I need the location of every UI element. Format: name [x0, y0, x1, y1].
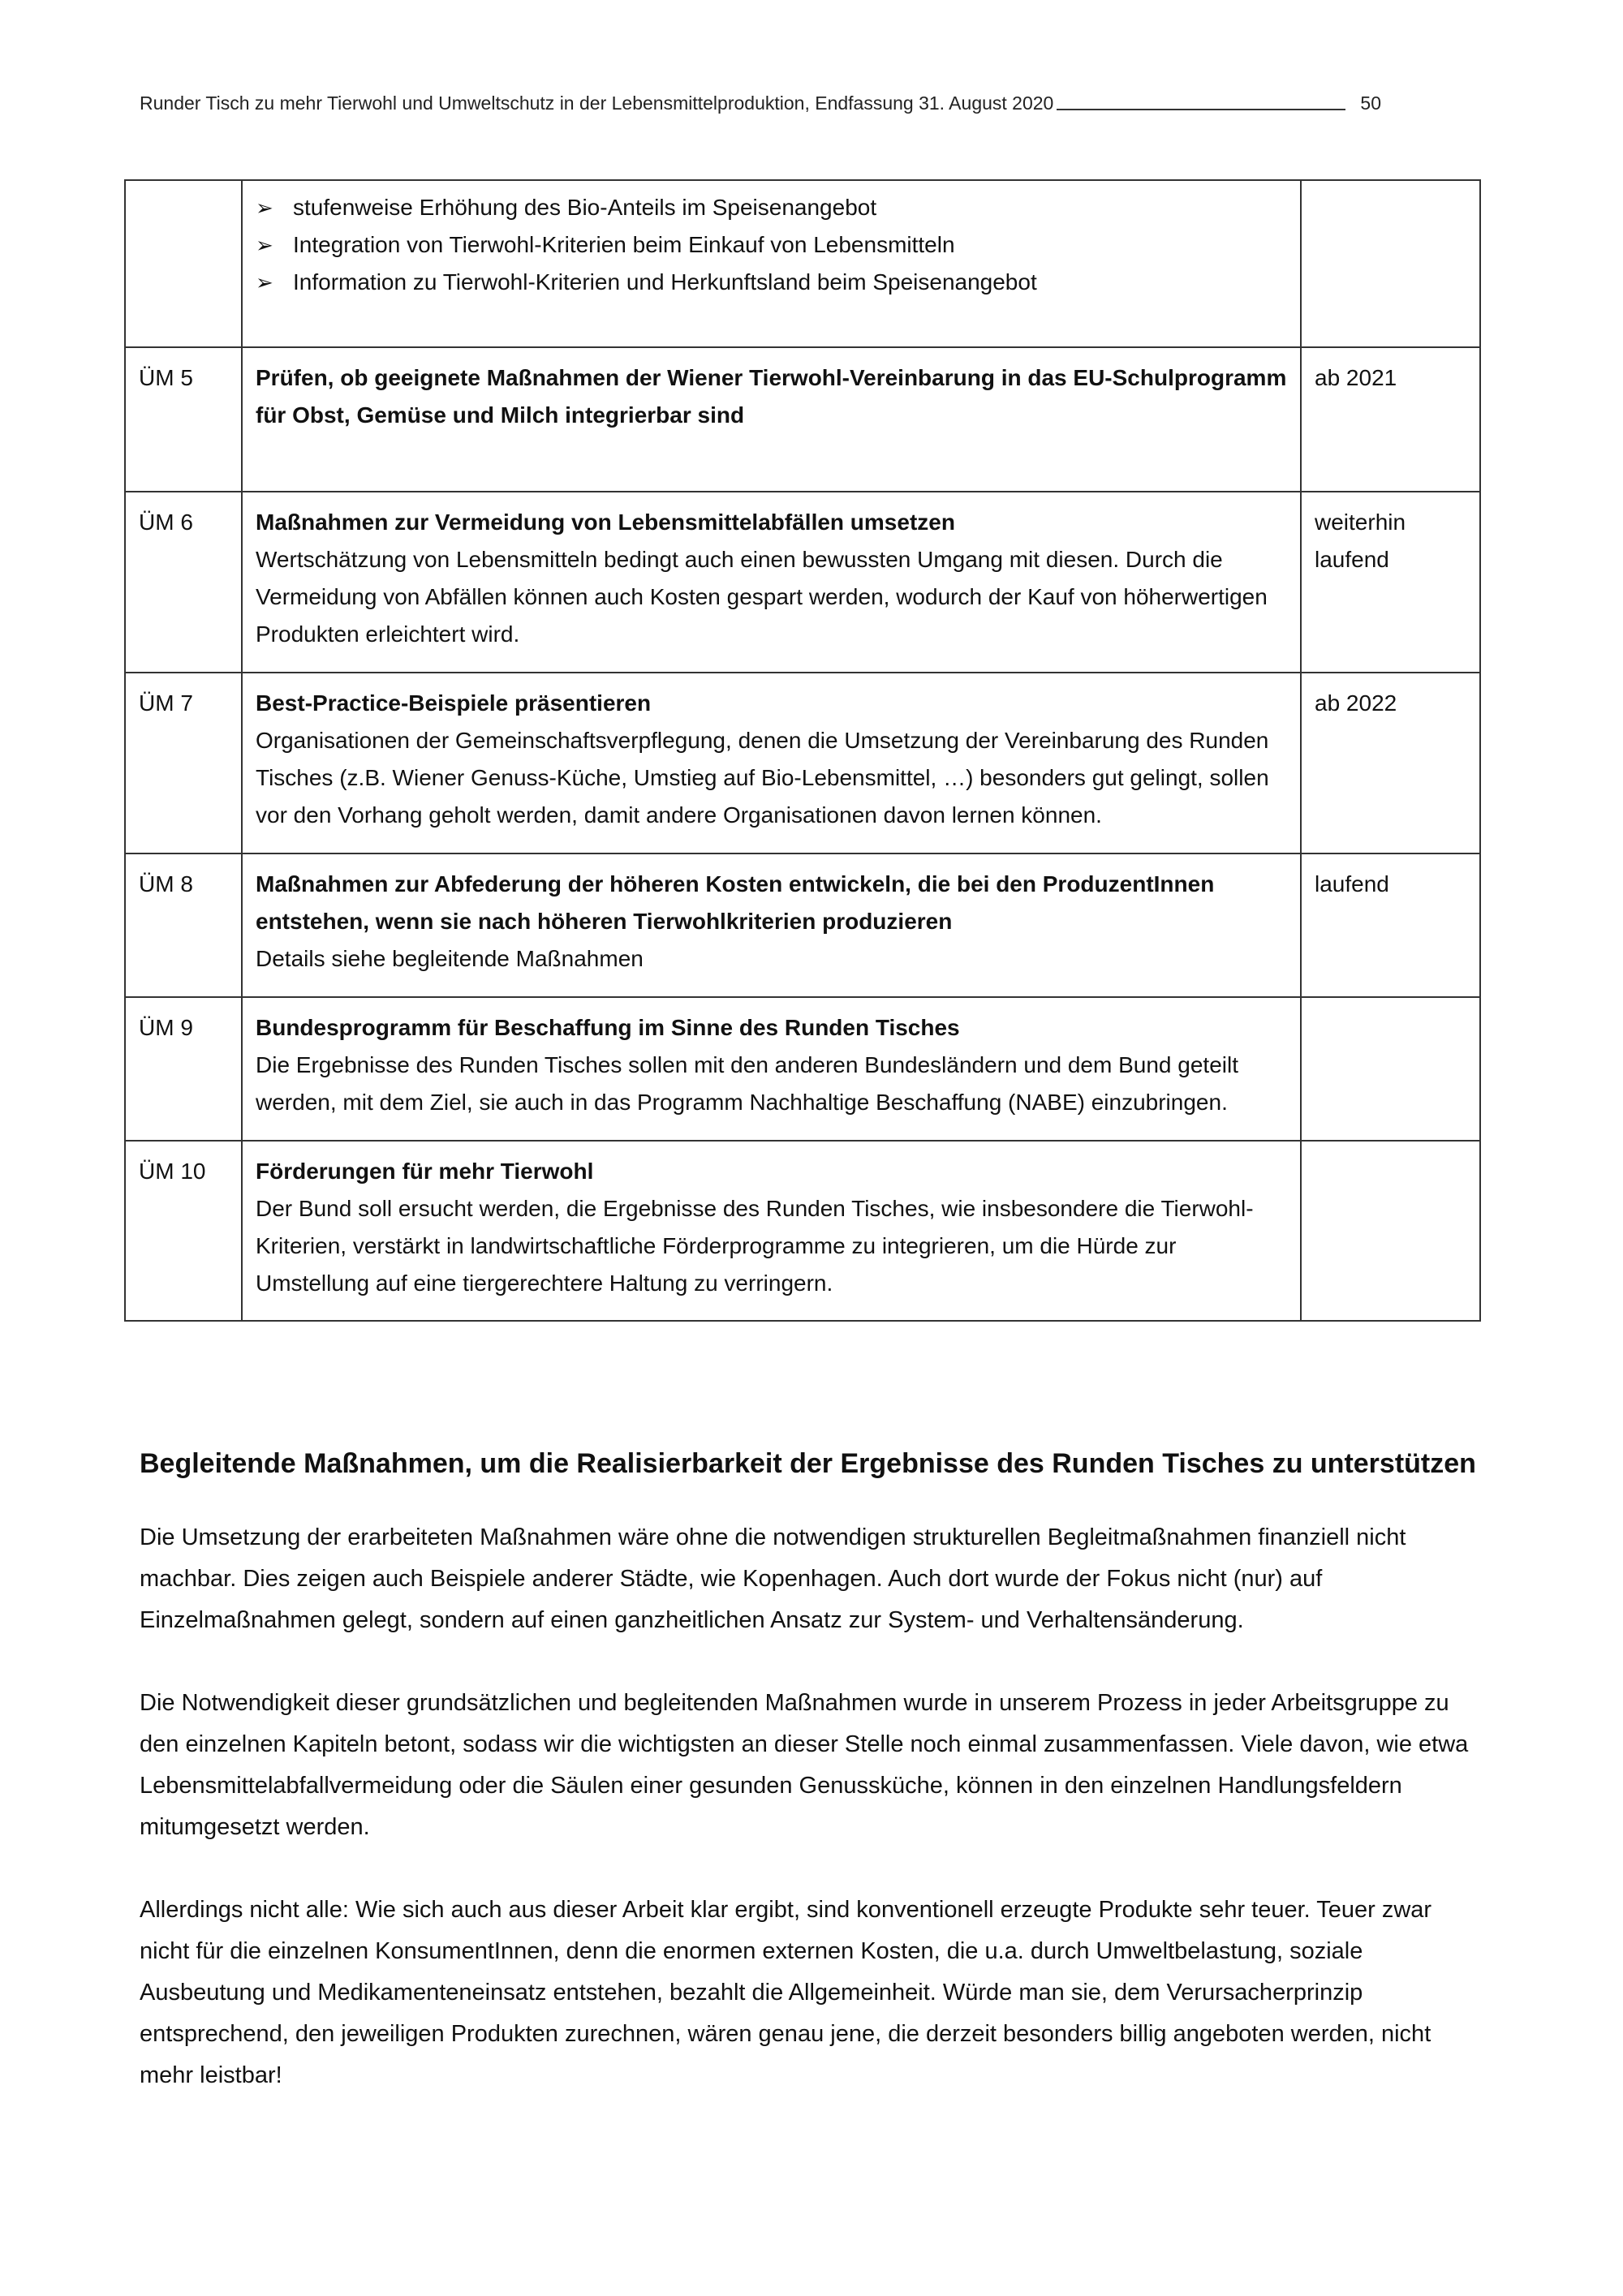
header-rule	[1057, 109, 1345, 110]
table-row	[125, 180, 1480, 347]
paragraph: Die Notwendigkeit dieser grundsätzlichen und begleitenden Maßnahmen wurde in unserem Prozess in jeder Arbeitsgruppe zu den einzelnen Kapiteln betont, sodass wir die wichtigsten an dieser Stelle noch einmal zusammenfassen. Viele davon, wie etwa Lebensmittelabfallvermeidung oder die Säulen einer gesunden Genussküche, können in den einzelnen Handlungsfeldern mitumgesetzt werden.	[140, 1690, 1469, 1840]
timing-cell	[1301, 492, 1480, 673]
code-cell	[125, 347, 242, 492]
measure-code: ÜM 8	[139, 871, 193, 896]
arrow-bullet-icon: ➢	[256, 196, 273, 220]
timing-cell	[1301, 347, 1480, 492]
bullet-list	[256, 189, 1287, 301]
measure-text: Organisationen der Gemeinschaftsverpflegung, denen die Umsetzung der Vereinbarung des Runden Tisches (z.B. Wiener Genuss-Küche, Umstieg auf Bio-Lebensmittel, …) besonders gut gelingt, sollen vor den Vorhang geholt werden, damit andere Organisationen davon lernen können.	[256, 728, 1269, 828]
measure-cell	[242, 492, 1301, 673]
table-row	[125, 347, 1480, 492]
timing-cell	[1301, 853, 1480, 997]
accompanying-measures-section	[140, 1444, 1487, 2138]
measure-timing: laufend	[1315, 547, 1389, 572]
list-item: ➢ Information zu Tierwohl-Kriterien und Herkunftsland beim Speisenangebot	[256, 264, 1287, 301]
table-row	[125, 1141, 1480, 1321]
arrow-bullet-icon: ➢	[256, 270, 273, 295]
table-row	[125, 853, 1480, 997]
list-item: ➢ stufenweise Erhöhung des Bio-Anteils im Speisenangebot	[256, 189, 1287, 226]
measure-cell	[242, 997, 1301, 1141]
measure-code: ÜM 7	[139, 690, 193, 716]
header-title: Runder Tisch zu mehr Tierwohl und Umweltschutz in der Lebensmittelproduktion, Endfassung 31. August 2020	[140, 92, 1054, 114]
table-row	[125, 673, 1480, 853]
measure-cell	[242, 1141, 1301, 1321]
measure-title: Best-Practice-Beispiele präsentieren	[256, 690, 652, 716]
page-header	[140, 92, 1381, 114]
timing-cell	[1301, 997, 1480, 1141]
measure-timing: laufend	[1315, 871, 1389, 896]
measures-table	[124, 179, 1481, 1322]
code-cell	[125, 1141, 242, 1321]
code-cell	[125, 997, 242, 1141]
measure-code: ÜM 5	[139, 365, 193, 390]
code-cell	[125, 492, 242, 673]
measure-title: Prüfen, ob geeignete Maßnahmen der Wiener Tierwohl-Vereinbarung in das EU-Schulprogramm für Obst, Gemüse und Milch integrierbar sind	[256, 365, 1287, 428]
measure-title: Förderungen für mehr Tierwohl	[256, 1159, 594, 1184]
measure-code: ÜM 10	[139, 1159, 206, 1184]
measure-timing: ab 2021	[1315, 365, 1397, 390]
table-row	[125, 997, 1480, 1141]
timing-cell	[1301, 673, 1480, 853]
arrow-bullet-icon: ➢	[256, 233, 273, 257]
measure-cell	[242, 347, 1301, 492]
measure-text: Der Bund soll ersucht werden, die Ergebnisse des Runden Tisches, wie insbesondere die Tierwohl-Kriterien, verstärkt in landwirtschaftliche Förderprogramme zu integrieren, um die Hürde zur Umstellung auf eine tiergerechtere Haltung zu verringern.	[256, 1196, 1254, 1296]
measure-code: ÜM 6	[139, 510, 193, 535]
measure-title: Maßnahmen zur Abfederung der höheren Kosten entwickeln, die bei den ProduzentInnen entstehen, wenn sie nach höheren Tierwohlkriterien produzieren	[256, 871, 1215, 934]
measure-cell	[242, 853, 1301, 997]
timing-cell	[1301, 180, 1480, 347]
measure-code: ÜM 9	[139, 1015, 193, 1040]
code-cell	[125, 673, 242, 853]
paragraph: Die Umsetzung der erarbeiteten Maßnahmen wäre ohne die notwendigen strukturellen Begleitmaßnahmen finanziell nicht machbar. Dies zeigen auch Beispiele anderer Städte, wie Kopenhagen. Auch dort wurde der Fokus nicht (nur) auf Einzelmaßnahmen gelegt, sondern auf einen ganzheitlichen Ansatz zur System- und Verhaltensänderung.	[140, 1524, 1406, 1633]
code-cell	[125, 180, 242, 347]
measure-text: Wertschätzung von Lebensmitteln bedingt auch einen bewussten Umgang mit diesen. Durch die Vermeidung von Abfällen können auch Kosten gespart werden, wodurch der Kauf von höherwertigen Produkten erleichtert wird.	[256, 547, 1268, 647]
measure-timing: ab 2022	[1315, 690, 1397, 716]
measure-timing: weiterhin	[1315, 510, 1406, 535]
measure-title: Maßnahmen zur Vermeidung von Lebensmittelabfällen umsetzen	[256, 510, 955, 535]
measure-cell	[242, 673, 1301, 853]
timing-cell	[1301, 1141, 1480, 1321]
code-cell	[125, 853, 242, 997]
list-item: ➢ Integration von Tierwohl-Kriterien beim Einkauf von Lebensmitteln	[256, 226, 1287, 264]
measure-title: Bundesprogramm für Beschaffung im Sinne des Runden Tisches	[256, 1015, 960, 1040]
measure-text: Details siehe begleitende Maßnahmen	[256, 946, 644, 971]
measure-cell	[242, 180, 1301, 347]
paragraph: Allerdings nicht alle: Wie sich auch aus dieser Arbeit klar ergibt, sind konventionell erzeugte Produkte sehr teuer. Teuer zwar nicht für die einzelnen KonsumentInnen, denn die enormen externen Kosten, die u.a. durch Umweltbelastung, soziale Ausbeutung und Medikamenteneinsatz entstehen, bezahlt die Allgemeinheit. Würde man sie, dem Verursacherprinzip entsprechend, den jeweiligen Produkten zurechnen, wären genau jene, die derzeit besonders billig angeboten werden, nicht mehr leistbar!	[140, 1897, 1432, 2088]
measure-text: Die Ergebnisse des Runden Tisches sollen mit den anderen Bundesländern und dem Bund geteilt werden, mit dem Ziel, sie auch in das Programm Nachhaltige Beschaffung (NABE) einzubringen.	[256, 1052, 1238, 1115]
table-row	[125, 492, 1480, 673]
page-number: 50	[1360, 92, 1381, 114]
section-heading: Begleitende Maßnahmen, um die Realisierbarkeit der Ergebnisse des Runden Tisches zu unterstützen	[140, 1448, 1476, 1479]
